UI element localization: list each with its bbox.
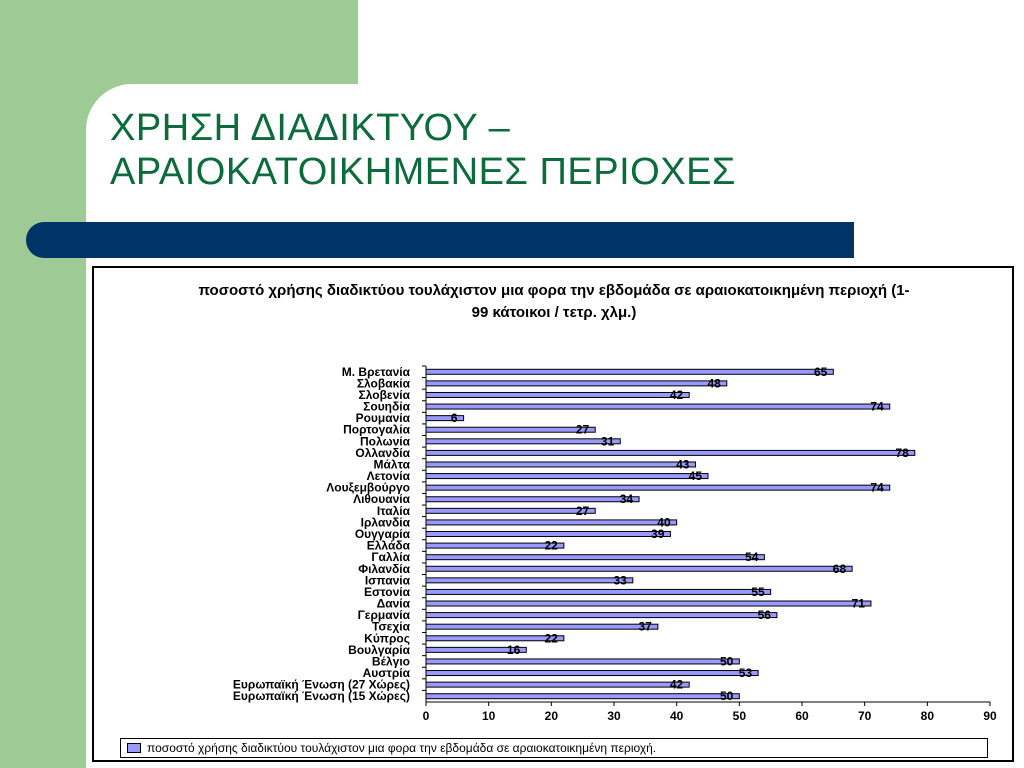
- data-label: 42: [669, 677, 684, 692]
- category-label: Ευρωπαϊκή Ένωση (15 Χώρες): [232, 689, 410, 704]
- title-underline-bar: [26, 222, 854, 258]
- data-label: 37: [638, 619, 652, 634]
- x-tick-label: 40: [669, 709, 684, 723]
- data-label: 33: [613, 573, 627, 588]
- bar: [426, 613, 777, 618]
- category-label: Λουξεμβούργο: [326, 480, 410, 495]
- data-label: 55: [751, 584, 765, 599]
- category-label: Βέλγιο: [371, 654, 410, 669]
- bar: [426, 624, 658, 629]
- bar: [426, 392, 689, 397]
- slide-title: [110, 106, 970, 194]
- bar: [426, 578, 633, 583]
- category-label: Γαλλία: [371, 550, 410, 565]
- data-label: 43: [676, 457, 690, 472]
- category-label: Ουγγαρία: [354, 527, 410, 541]
- bar: [426, 439, 620, 444]
- x-tick-label: 0: [422, 709, 430, 723]
- chart-legend: [120, 738, 988, 758]
- bar: [426, 427, 595, 432]
- bar: [426, 381, 727, 386]
- bar: [426, 508, 595, 513]
- data-label: 42: [669, 387, 684, 402]
- slide-title-line2: ΑΡΑΙΟΚΑΤΟΙΚΗΜΕΝΕΣ ΠΕΡΙΟΧΕΣ: [110, 151, 736, 193]
- category-label: Σουηδία: [363, 399, 410, 414]
- bar: [426, 369, 833, 374]
- data-label: 53: [738, 666, 753, 681]
- data-label: 71: [851, 596, 865, 611]
- data-label: 16: [506, 642, 521, 657]
- data-label: 31: [600, 434, 615, 449]
- data-label: 65: [813, 364, 828, 379]
- x-tick-label: 60: [795, 709, 809, 723]
- x-tick-label: 80: [920, 709, 935, 723]
- data-label: 56: [757, 608, 771, 623]
- data-label: 68: [832, 561, 847, 576]
- data-label: 50: [719, 689, 734, 704]
- bar: [426, 659, 739, 664]
- slide-title-line1: ΧΡΗΣΗ ΔΙΑΔΙΚΤΥΟΥ –: [110, 107, 511, 149]
- x-tick-label: 10: [481, 709, 496, 723]
- bar: [426, 589, 771, 594]
- category-label: Ολλανδία: [355, 445, 410, 460]
- bar: [426, 671, 758, 676]
- data-label: 50: [719, 654, 734, 669]
- data-label: 45: [688, 469, 702, 484]
- data-label: 40: [657, 515, 671, 530]
- bar: [426, 404, 890, 409]
- bar: [426, 450, 915, 455]
- category-label: Φιλανδία: [358, 561, 410, 576]
- data-label: 22: [544, 538, 558, 553]
- category-label: Μάλτα: [373, 457, 410, 472]
- bar: [426, 566, 852, 571]
- category-label: Ευρωπαϊκή Ένωση (27 Χώρες): [232, 677, 410, 692]
- category-label: Πολωνία: [359, 434, 410, 449]
- category-label: Ιρλανδία: [360, 515, 410, 530]
- bar: [426, 532, 670, 537]
- chart-title: ποσοστό χρήσης διαδικτύου τουλάχιστον μια φορα την εβδομάδα σε αραιοκατοικημένη περιοχή (1-99 κάτοικοι / τετρ. χλμ.): [198, 282, 910, 321]
- data-label: 22: [544, 631, 558, 646]
- bar: [426, 543, 564, 548]
- bar: [426, 682, 689, 687]
- category-label: Δανία: [376, 596, 410, 611]
- legend-label: ποσοστό χρήσης διαδικτύου τουλάχιστον μια φορα την εβδομάδα σε αραιοκατοικημένη περιοχή.: [147, 741, 657, 755]
- category-label: Ισπανία: [364, 573, 410, 588]
- bar: [426, 601, 871, 606]
- bar: [426, 485, 890, 490]
- category-label: Ελλάδα: [366, 538, 410, 553]
- category-label: Πορτογαλία: [343, 422, 410, 437]
- chart-frame: [92, 266, 1014, 762]
- data-label: 78: [895, 445, 909, 460]
- x-tick-label: 90: [983, 709, 997, 723]
- x-tick-label: 70: [857, 709, 872, 723]
- category-label: Ρουμανία: [355, 411, 410, 426]
- x-tick-label: 20: [544, 709, 559, 723]
- bar: [426, 416, 464, 421]
- data-label: 34: [619, 492, 634, 507]
- bar: [426, 694, 739, 699]
- data-label: 48: [707, 376, 721, 391]
- data-label: 74: [870, 480, 884, 495]
- data-label: 74: [870, 399, 884, 414]
- category-label: Γερμανία: [357, 608, 410, 623]
- bar: [426, 474, 708, 479]
- category-label: Σλοβακία: [356, 376, 410, 391]
- category-label: Βουλγαρία: [348, 642, 410, 657]
- category-label: Ιταλία: [376, 503, 410, 518]
- bar: [426, 497, 639, 502]
- legend-swatch: [127, 743, 141, 753]
- bar: [426, 636, 564, 641]
- x-tick-label: 30: [607, 709, 621, 723]
- data-label: 27: [575, 503, 590, 518]
- bar: [426, 555, 764, 560]
- category-label: Εστονία: [364, 584, 410, 599]
- category-label: Σλοβενία: [358, 387, 410, 402]
- category-label: Κύπρος: [364, 631, 410, 646]
- data-label: 6: [450, 411, 458, 426]
- bar: [426, 462, 695, 467]
- category-label: Λιθουανία: [353, 492, 410, 507]
- category-label: Αυστρία: [362, 666, 410, 681]
- x-tick-label: 50: [732, 709, 747, 723]
- data-label: 39: [651, 527, 665, 541]
- bar: [426, 520, 677, 525]
- category-label: Λετονία: [366, 469, 410, 484]
- category-label: Μ. Βρετανία: [341, 364, 410, 379]
- category-label: Τσεχία: [372, 619, 410, 634]
- bar-chart: [94, 268, 1012, 736]
- data-label: 27: [575, 422, 590, 437]
- data-label: 54: [745, 550, 759, 565]
